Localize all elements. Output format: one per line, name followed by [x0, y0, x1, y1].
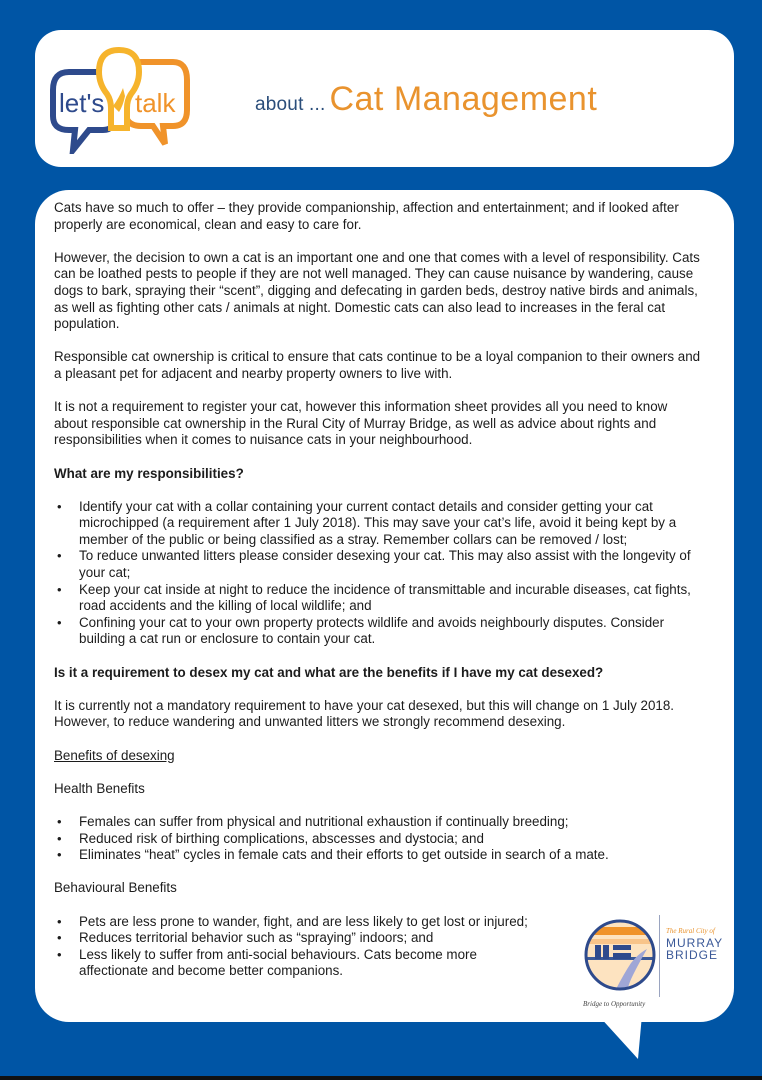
council-name-line1: MURRAY: [666, 936, 724, 950]
svg-text:let's: let's: [59, 88, 105, 118]
intro-paragraph-3: Responsible cat ownership is critical to ensure that cats continue to be a loyal companion to their owners and a pleasant pet for adjacent and nearby property owners to live with.: [54, 349, 701, 381]
speech-bubble-tail: [598, 1015, 642, 1059]
council-small-text: The Rural City of: [666, 927, 715, 935]
list-item: • Females can suffer from physical and nutritional exhaustion if continually breeding;: [54, 814, 704, 831]
responsibilities-heading: What are my responsibilities?: [54, 465, 244, 481]
title-main: Cat Management: [329, 80, 598, 118]
list-item: • Reduces territorial behavior such as “spraying” indoors; and: [54, 930, 544, 947]
intro-paragraph-4: It is not a requirement to register your cat, however this information sheet provides all you need to know about responsible cat ownership in the Rural City of Murray Bridge, as well as advice about rights and responsibilities when it comes to nuisance cats in your neighbourhood.: [54, 399, 668, 448]
article-body: [54, 200, 704, 980]
list-item: • Eliminates “heat” cycles in female cats and their efforts to get outside in search of a mate.: [54, 847, 704, 864]
murray-bridge-emblem-icon: [583, 915, 657, 997]
murray-bridge-logo: [583, 915, 733, 1010]
title-prefix: about ...: [255, 94, 326, 115]
council-name-line2: BRIDGE: [666, 948, 719, 962]
responsibilities-list: [54, 499, 704, 648]
behavioural-benefits-list: [54, 914, 544, 980]
benefits-heading: Benefits of desexing: [54, 747, 175, 763]
svg-text:talk: talk: [135, 88, 176, 118]
desexing-heading: Is it a requirement to desex my cat and what are the benefits if I have my cat desexed?: [54, 664, 604, 680]
intro-paragraph-2: However, the decision to own a cat is an important one and one that comes with a level of responsibility. Cats can be loathed pests to people if they are not well managed. They can cause nuisance by wandering, cause dogs to bark, spraying their “scent”, digging and defecating in garden beds, destroy native birds and animals, as well as fighting other cats / animals at night. Domestic cats can also lead to increases in the feral cat population.: [54, 249, 700, 332]
logo-divider: [659, 915, 660, 997]
header-card: [35, 30, 734, 167]
lets-talk-logo: [49, 44, 191, 154]
council-tagline: Bridge to Opportunity: [583, 1000, 646, 1008]
behavioural-benefits-heading: Behavioural Benefits: [54, 880, 177, 896]
intro-paragraph-1: Cats have so much to offer – they provide companionship, affection and entertainment; and if looked after properly are economical, clean and easy to care for.: [54, 200, 679, 232]
list-item: • Less likely to suffer from anti-social behaviours. Cats become more affectionate and become better companions.: [54, 947, 544, 980]
content-card: [35, 190, 734, 1022]
list-item: • Pets are less prone to wander, fight, and are less likely to get lost or injured;: [54, 914, 544, 931]
list-item: • To reduce unwanted litters please consider desexing your cat. This may also assist with the longevity of your cat;: [54, 548, 704, 581]
health-benefits-list: [54, 814, 704, 864]
health-benefits-heading: Health Benefits: [54, 780, 145, 796]
list-item: • Keep your cat inside at night to reduce the incidence of transmittable and incurable diseases, cat fights, road accidents and the killing of local wildlife; and: [54, 582, 704, 615]
desexing-text: It is currently not a mandatory requirement to have your cat desexed, but this will change on 1 July 2018. However, to reduce wandering and unwanted litters we strongly recommend desexing.: [54, 697, 675, 730]
list-item: • Identify your cat with a collar containing your current contact details and consider getting your cat microchipped (a requirement after 1 July 2018). This may save your cat’s life, avoid it being kept by a member of the public or being classified as a stray. Remember collars can be removed / lost;: [54, 499, 704, 549]
bottom-edge: [0, 1076, 762, 1080]
page-title: [255, 80, 597, 119]
list-item: • Reduced risk of birthing complications, abscesses and dystocia; and: [54, 831, 704, 848]
list-item: • Confining your cat to your own property protects wildlife and avoids neighbourly disputes. Consider building a cat run or enclosure to contain your cat.: [54, 615, 704, 648]
